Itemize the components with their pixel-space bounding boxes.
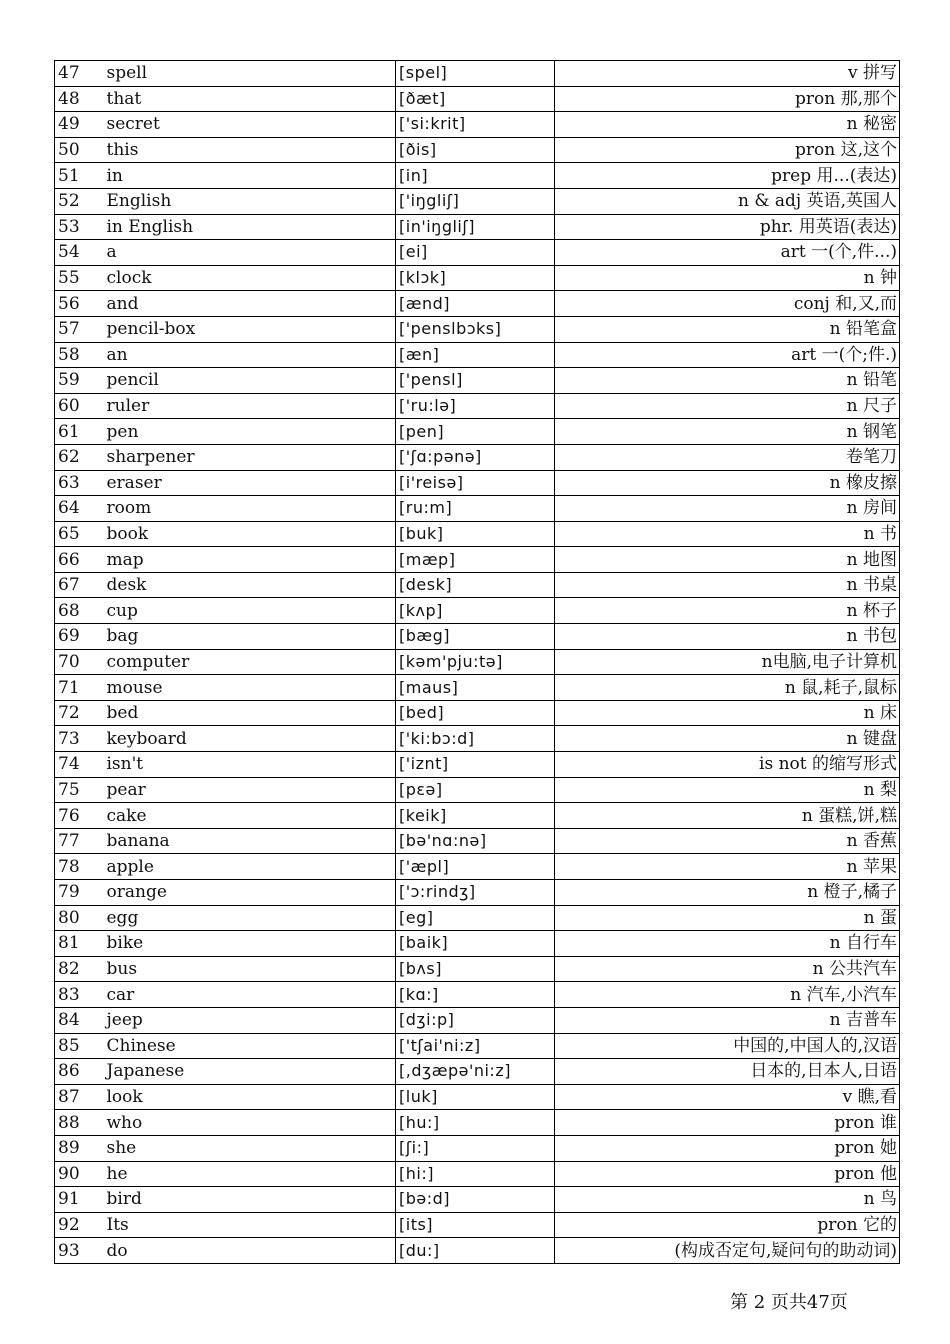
word-cell: eraser bbox=[101, 470, 396, 496]
phonetic-cell: [æn] bbox=[396, 342, 555, 368]
meaning-cell: n 铅笔 bbox=[555, 368, 900, 394]
phonetic-cell: [ðis] bbox=[396, 137, 555, 163]
meaning-cell: n 书 bbox=[555, 521, 900, 547]
word-cell: bed bbox=[101, 700, 396, 726]
meaning-cell: n 房间 bbox=[555, 496, 900, 522]
table-row bbox=[55, 1059, 900, 1085]
vocabulary-table-body bbox=[55, 61, 900, 1264]
row-number-cell: 92 bbox=[55, 1212, 101, 1238]
table-row bbox=[55, 956, 900, 982]
row-number-cell: 82 bbox=[55, 956, 101, 982]
table-row bbox=[55, 291, 900, 317]
phonetic-cell: [pɛə] bbox=[396, 777, 555, 803]
row-number-cell: 81 bbox=[55, 931, 101, 957]
row-number-cell: 78 bbox=[55, 854, 101, 880]
meaning-cell: n 吉普车 bbox=[555, 1007, 900, 1033]
row-number-cell: 54 bbox=[55, 240, 101, 266]
table-row bbox=[55, 393, 900, 419]
meaning-cell: 中国的,中国人的,汉语 bbox=[555, 1033, 900, 1059]
table-row bbox=[55, 1135, 900, 1161]
table-row bbox=[55, 803, 900, 829]
word-cell: cake bbox=[101, 803, 396, 829]
meaning-cell: n 蛋糕,饼,糕 bbox=[555, 803, 900, 829]
table-row bbox=[55, 547, 900, 573]
phonetic-cell: [i'reisə] bbox=[396, 470, 555, 496]
table-row bbox=[55, 624, 900, 650]
table-row bbox=[55, 572, 900, 598]
meaning-cell: n 秘密 bbox=[555, 112, 900, 138]
row-number-cell: 70 bbox=[55, 649, 101, 675]
phonetic-cell: [bə:d] bbox=[396, 1187, 555, 1213]
table-row bbox=[55, 1212, 900, 1238]
meaning-cell: art 一(个,件...) bbox=[555, 240, 900, 266]
table-row bbox=[55, 496, 900, 522]
phonetic-cell: [bed] bbox=[396, 700, 555, 726]
word-cell: an bbox=[101, 342, 396, 368]
word-cell: Its bbox=[101, 1212, 396, 1238]
phonetic-cell: [ʃi:] bbox=[396, 1135, 555, 1161]
phonetic-cell: [buk] bbox=[396, 521, 555, 547]
row-number-cell: 71 bbox=[55, 675, 101, 701]
meaning-cell: n 苹果 bbox=[555, 854, 900, 880]
row-number-cell: 47 bbox=[55, 61, 101, 87]
word-cell: that bbox=[101, 86, 396, 112]
phonetic-cell: [bæg] bbox=[396, 624, 555, 650]
row-number-cell: 91 bbox=[55, 1187, 101, 1213]
table-row bbox=[55, 470, 900, 496]
row-number-cell: 84 bbox=[55, 1007, 101, 1033]
row-number-cell: 61 bbox=[55, 419, 101, 445]
word-cell: jeep bbox=[101, 1007, 396, 1033]
table-row bbox=[55, 112, 900, 138]
word-cell: do bbox=[101, 1238, 396, 1264]
row-number-cell: 77 bbox=[55, 828, 101, 854]
meaning-cell: pron 他 bbox=[555, 1161, 900, 1187]
row-number-cell: 63 bbox=[55, 470, 101, 496]
row-number-cell: 89 bbox=[55, 1135, 101, 1161]
phonetic-cell: [ru:m] bbox=[396, 496, 555, 522]
table-row bbox=[55, 777, 900, 803]
phonetic-cell: ['ru:lə] bbox=[396, 393, 555, 419]
meaning-cell: art 一(个;件.) bbox=[555, 342, 900, 368]
phonetic-cell: ['penslbɔks] bbox=[396, 316, 555, 342]
table-row bbox=[55, 368, 900, 394]
table-row bbox=[55, 675, 900, 701]
meaning-cell: n 梨 bbox=[555, 777, 900, 803]
phonetic-cell: [desk] bbox=[396, 572, 555, 598]
table-row bbox=[55, 61, 900, 87]
table-row bbox=[55, 1161, 900, 1187]
meaning-cell: n 键盘 bbox=[555, 726, 900, 752]
meaning-cell: 日本的,日本人,日语 bbox=[555, 1059, 900, 1085]
word-cell: who bbox=[101, 1110, 396, 1136]
table-row bbox=[55, 163, 900, 189]
word-cell: keyboard bbox=[101, 726, 396, 752]
phonetic-cell: [dʒi:p] bbox=[396, 1007, 555, 1033]
row-number-cell: 50 bbox=[55, 137, 101, 163]
table-row bbox=[55, 342, 900, 368]
phonetic-cell: [kʌp] bbox=[396, 598, 555, 624]
table-row bbox=[55, 982, 900, 1008]
meaning-cell: n 蛋 bbox=[555, 905, 900, 931]
word-cell: pear bbox=[101, 777, 396, 803]
phonetic-cell: [mæp] bbox=[396, 547, 555, 573]
phonetic-cell: [its] bbox=[396, 1212, 555, 1238]
meaning-cell: pron 她 bbox=[555, 1135, 900, 1161]
table-row bbox=[55, 1033, 900, 1059]
table-row bbox=[55, 854, 900, 880]
word-cell: isn't bbox=[101, 752, 396, 778]
word-cell: bird bbox=[101, 1187, 396, 1213]
word-cell: this bbox=[101, 137, 396, 163]
word-cell: car bbox=[101, 982, 396, 1008]
meaning-cell: n 杯子 bbox=[555, 598, 900, 624]
meaning-cell: n 钢笔 bbox=[555, 419, 900, 445]
word-cell: English bbox=[101, 188, 396, 214]
meaning-cell: 卷笔刀 bbox=[555, 444, 900, 470]
row-number-cell: 51 bbox=[55, 163, 101, 189]
table-row bbox=[55, 931, 900, 957]
row-number-cell: 72 bbox=[55, 700, 101, 726]
vocabulary-table bbox=[54, 60, 900, 1264]
phonetic-cell: [hi:] bbox=[396, 1161, 555, 1187]
word-cell: book bbox=[101, 521, 396, 547]
word-cell: pen bbox=[101, 419, 396, 445]
word-cell: secret bbox=[101, 112, 396, 138]
table-row bbox=[55, 419, 900, 445]
phonetic-cell: [kəm'pju:tə] bbox=[396, 649, 555, 675]
word-cell: desk bbox=[101, 572, 396, 598]
row-number-cell: 62 bbox=[55, 444, 101, 470]
meaning-cell: n 钟 bbox=[555, 265, 900, 291]
phonetic-cell: [eg] bbox=[396, 905, 555, 931]
word-cell: in English bbox=[101, 214, 396, 240]
row-number-cell: 65 bbox=[55, 521, 101, 547]
meaning-cell: is not 的缩写形式 bbox=[555, 752, 900, 778]
phonetic-cell: [bə'nɑ:nə] bbox=[396, 828, 555, 854]
meaning-cell: v 拼写 bbox=[555, 61, 900, 87]
meaning-cell: n 书包 bbox=[555, 624, 900, 650]
row-number-cell: 69 bbox=[55, 624, 101, 650]
phonetic-cell: [ænd] bbox=[396, 291, 555, 317]
meaning-cell: n & adj 英语,英国人 bbox=[555, 188, 900, 214]
meaning-cell: n 铅笔盒 bbox=[555, 316, 900, 342]
row-number-cell: 60 bbox=[55, 393, 101, 419]
word-cell: clock bbox=[101, 265, 396, 291]
table-row bbox=[55, 521, 900, 547]
meaning-cell: (构成否定句,疑问句的助动词) bbox=[555, 1238, 900, 1264]
table-row bbox=[55, 1007, 900, 1033]
row-number-cell: 66 bbox=[55, 547, 101, 573]
meaning-cell: v 瞧,看 bbox=[555, 1084, 900, 1110]
row-number-cell: 90 bbox=[55, 1161, 101, 1187]
row-number-cell: 67 bbox=[55, 572, 101, 598]
meaning-cell: n 公共汽车 bbox=[555, 956, 900, 982]
phonetic-cell: [in] bbox=[396, 163, 555, 189]
word-cell: egg bbox=[101, 905, 396, 931]
meaning-cell: pron 这,这个 bbox=[555, 137, 900, 163]
phonetic-cell: ['si:krit] bbox=[396, 112, 555, 138]
meaning-cell: conj 和,又,而 bbox=[555, 291, 900, 317]
row-number-cell: 75 bbox=[55, 777, 101, 803]
table-row bbox=[55, 316, 900, 342]
table-row bbox=[55, 752, 900, 778]
meaning-cell: n 地图 bbox=[555, 547, 900, 573]
row-number-cell: 85 bbox=[55, 1033, 101, 1059]
table-row bbox=[55, 137, 900, 163]
meaning-cell: n 自行车 bbox=[555, 931, 900, 957]
table-row bbox=[55, 214, 900, 240]
phonetic-cell: ['iznt] bbox=[396, 752, 555, 778]
word-cell: spell bbox=[101, 61, 396, 87]
table-row bbox=[55, 905, 900, 931]
table-row bbox=[55, 265, 900, 291]
word-cell: look bbox=[101, 1084, 396, 1110]
row-number-cell: 53 bbox=[55, 214, 101, 240]
word-cell: bus bbox=[101, 956, 396, 982]
word-cell: she bbox=[101, 1135, 396, 1161]
phonetic-cell: ['iŋgliʃ] bbox=[396, 188, 555, 214]
word-cell: bike bbox=[101, 931, 396, 957]
phonetic-cell: [keik] bbox=[396, 803, 555, 829]
meaning-cell: n 汽车,小汽车 bbox=[555, 982, 900, 1008]
row-number-cell: 87 bbox=[55, 1084, 101, 1110]
meaning-cell: n 鼠,耗子,鼠标 bbox=[555, 675, 900, 701]
phonetic-cell: [ei] bbox=[396, 240, 555, 266]
phonetic-cell: ['æpl] bbox=[396, 854, 555, 880]
word-cell: computer bbox=[101, 649, 396, 675]
phonetic-cell: ['ɔ:rindʒ] bbox=[396, 880, 555, 906]
meaning-cell: n 橡皮擦 bbox=[555, 470, 900, 496]
row-number-cell: 48 bbox=[55, 86, 101, 112]
word-cell: map bbox=[101, 547, 396, 573]
meaning-cell: prep 用...(表达) bbox=[555, 163, 900, 189]
word-cell: apple bbox=[101, 854, 396, 880]
meaning-cell: pron 它的 bbox=[555, 1212, 900, 1238]
row-number-cell: 49 bbox=[55, 112, 101, 138]
meaning-cell: n 鸟 bbox=[555, 1187, 900, 1213]
table-row bbox=[55, 1084, 900, 1110]
word-cell: a bbox=[101, 240, 396, 266]
meaning-cell: phr. 用英语(表达) bbox=[555, 214, 900, 240]
word-cell: bag bbox=[101, 624, 396, 650]
phonetic-cell: [ðæt] bbox=[396, 86, 555, 112]
page-footer: 第 2 页共47页 bbox=[730, 1292, 848, 1313]
table-row bbox=[55, 444, 900, 470]
table-row bbox=[55, 880, 900, 906]
meaning-cell: pron 谁 bbox=[555, 1110, 900, 1136]
word-cell: pencil-box bbox=[101, 316, 396, 342]
table-row bbox=[55, 598, 900, 624]
row-number-cell: 80 bbox=[55, 905, 101, 931]
row-number-cell: 74 bbox=[55, 752, 101, 778]
table-row bbox=[55, 1110, 900, 1136]
word-cell: he bbox=[101, 1161, 396, 1187]
row-number-cell: 83 bbox=[55, 982, 101, 1008]
meaning-cell: n 书桌 bbox=[555, 572, 900, 598]
phonetic-cell: [maus] bbox=[396, 675, 555, 701]
phonetic-cell: [pen] bbox=[396, 419, 555, 445]
row-number-cell: 64 bbox=[55, 496, 101, 522]
phonetic-cell: ['ki:bɔ:d] bbox=[396, 726, 555, 752]
row-number-cell: 57 bbox=[55, 316, 101, 342]
table-row bbox=[55, 726, 900, 752]
row-number-cell: 68 bbox=[55, 598, 101, 624]
word-cell: orange bbox=[101, 880, 396, 906]
row-number-cell: 55 bbox=[55, 265, 101, 291]
row-number-cell: 58 bbox=[55, 342, 101, 368]
row-number-cell: 73 bbox=[55, 726, 101, 752]
word-cell: Japanese bbox=[101, 1059, 396, 1085]
word-cell: room bbox=[101, 496, 396, 522]
word-cell: and bbox=[101, 291, 396, 317]
row-number-cell: 93 bbox=[55, 1238, 101, 1264]
table-row bbox=[55, 1187, 900, 1213]
word-cell: pencil bbox=[101, 368, 396, 394]
table-row bbox=[55, 240, 900, 266]
table-row bbox=[55, 700, 900, 726]
row-number-cell: 59 bbox=[55, 368, 101, 394]
phonetic-cell: [spel] bbox=[396, 61, 555, 87]
phonetic-cell: [baik] bbox=[396, 931, 555, 957]
meaning-cell: n 橙子,橘子 bbox=[555, 880, 900, 906]
phonetic-cell: [klɔk] bbox=[396, 265, 555, 291]
phonetic-cell: ['pensl] bbox=[396, 368, 555, 394]
table-row bbox=[55, 188, 900, 214]
meaning-cell: pron 那,那个 bbox=[555, 86, 900, 112]
table-row bbox=[55, 649, 900, 675]
word-cell: Chinese bbox=[101, 1033, 396, 1059]
phonetic-cell: [in'iŋgliʃ] bbox=[396, 214, 555, 240]
phonetic-cell: [kɑ:] bbox=[396, 982, 555, 1008]
word-cell: sharpener bbox=[101, 444, 396, 470]
row-number-cell: 56 bbox=[55, 291, 101, 317]
phonetic-cell: ['ʃɑ:pənə] bbox=[396, 444, 555, 470]
meaning-cell: n 香蕉 bbox=[555, 828, 900, 854]
table-row bbox=[55, 1238, 900, 1264]
phonetic-cell: ['tʃai'ni:z] bbox=[396, 1033, 555, 1059]
meaning-cell: n 床 bbox=[555, 700, 900, 726]
table-row bbox=[55, 86, 900, 112]
row-number-cell: 52 bbox=[55, 188, 101, 214]
word-cell: cup bbox=[101, 598, 396, 624]
phonetic-cell: [bʌs] bbox=[396, 956, 555, 982]
meaning-cell: n 尺子 bbox=[555, 393, 900, 419]
phonetic-cell: [du:] bbox=[396, 1238, 555, 1264]
phonetic-cell: [,dʒæpə'ni:z] bbox=[396, 1059, 555, 1085]
phonetic-cell: [hu:] bbox=[396, 1110, 555, 1136]
word-cell: mouse bbox=[101, 675, 396, 701]
row-number-cell: 79 bbox=[55, 880, 101, 906]
table-row bbox=[55, 828, 900, 854]
meaning-cell: n电脑,电子计算机 bbox=[555, 649, 900, 675]
row-number-cell: 86 bbox=[55, 1059, 101, 1085]
word-cell: ruler bbox=[101, 393, 396, 419]
word-cell: in bbox=[101, 163, 396, 189]
row-number-cell: 88 bbox=[55, 1110, 101, 1136]
row-number-cell: 76 bbox=[55, 803, 101, 829]
word-cell: banana bbox=[101, 828, 396, 854]
phonetic-cell: [luk] bbox=[396, 1084, 555, 1110]
